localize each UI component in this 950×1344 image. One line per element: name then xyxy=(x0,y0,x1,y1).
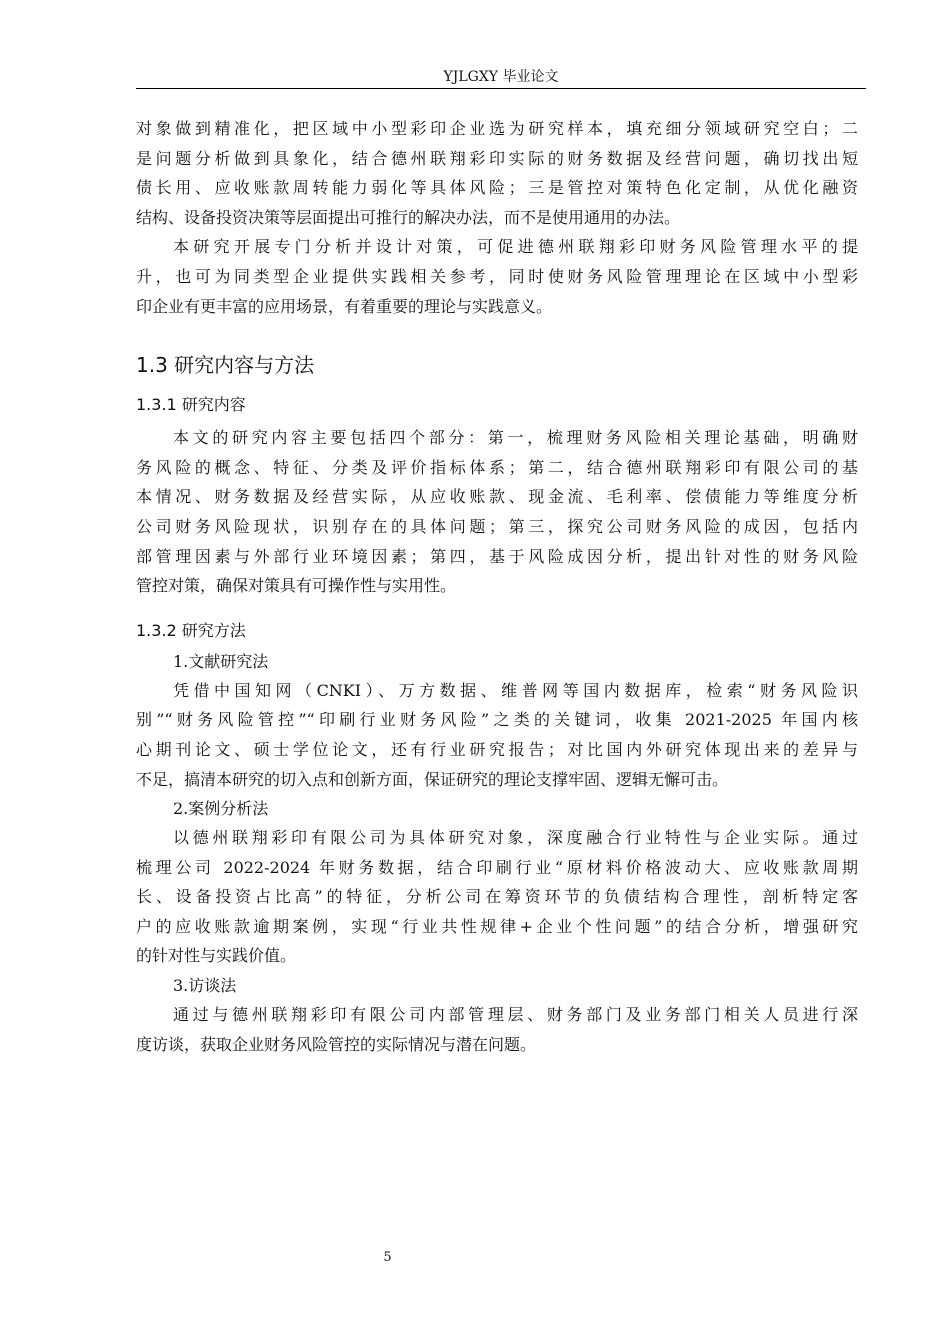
paragraph-research-content xyxy=(136,423,858,601)
text-line: 管控对策，确保对策具有可操作性与实用性。 xyxy=(136,576,457,596)
text-line: 印企业有更丰富的应用场景，有着重要的理论与实践意义。 xyxy=(136,296,553,316)
page-body xyxy=(136,114,858,1059)
text-line: 本文的研究内容主要包括四个部分：第一，梳理财务风险相关理论基础，明确财 xyxy=(173,428,858,448)
text-line: 升，也可为同类型企业提供实践相关参考，同时使财务风险管理理论在区域中小型彩 xyxy=(136,266,858,286)
text-line: 长、设备投资占比高”的特征，分析公司在筹资环节的负债结构合理性，剖析特定客 xyxy=(136,887,858,907)
paragraph-significance-1 xyxy=(136,114,858,232)
paragraph-significance-2 xyxy=(136,232,858,321)
method-heading-literature: 1.文献研究法 xyxy=(173,651,269,671)
text-line: 本情况、财务数据及经营实际，从应收账款、现金流、毛利率、偿债能力等维度分析 xyxy=(136,487,858,507)
text-line: 的针对性与实践价值。 xyxy=(136,946,297,966)
text-line: 结构、设备投资决策等层面提出可推行的解决办法，而不是使用通用的办法。 xyxy=(136,207,681,227)
method-heading-interview: 3.访谈法 xyxy=(173,976,237,996)
subsection-heading-1-3-2: 1.3.2 研究方法 xyxy=(136,620,246,640)
header-divider xyxy=(136,88,866,89)
text-line: 户的应收账款逾期案例，实现“行业共性规律+企业个性问题”的结合分析，增强研究 xyxy=(136,916,858,936)
text-line: 公司财务风险现状，识别存在的具体问题；第三，探究公司财务风险的成因，包括内 xyxy=(136,516,858,536)
text-line: 心期刊论文、硕士学位论文，还有行业研究报告；对比国内外研究体现出来的差异与 xyxy=(136,739,858,759)
paragraph-interview-method xyxy=(136,1000,858,1059)
text-line: 债长用、应收账款周转能力弱化等具体风险；三是管控对策特色化定制，从优化融资 xyxy=(136,178,858,198)
text-line: 凭借中国知网（CNKI）、万方数据、维普网等国内数据库，检索“财务风险识 xyxy=(173,680,858,700)
section-heading-1-3: 1.3 研究内容与方法 xyxy=(136,353,315,378)
paragraph-case-method xyxy=(136,823,858,971)
text-line: 不足，搞清本研究的切入点和创新方面，保证研究的理论支撑牢固、逻辑无懈可击。 xyxy=(136,769,729,789)
text-line: 本研究开展专门分析并设计对策，可促进德州联翔彩印财务风险管理水平的提 xyxy=(173,237,858,257)
text-line: 务风险的概念、特征、分类及评价指标体系；第二，结合德州联翔彩印有限公司的基 xyxy=(136,457,858,477)
paragraph-literature-method xyxy=(136,676,858,794)
text-line: 度访谈，获取企业财务风险管控的实际情况与潜在问题。 xyxy=(136,1034,537,1054)
text-line: 别”“财务风险管控”“印刷行业财务风险”之类的关键词，收集 2021-2025 年国内核 xyxy=(136,710,858,730)
text-line: 通过与德州联翔彩印有限公司内部管理层、财务部门及业务部门相关人员进行深 xyxy=(173,1005,858,1025)
text-line: 对象做到精准化，把区域中小型彩印企业选为研究样本，填充细分领域研究空白；二 xyxy=(136,119,858,138)
method-heading-case: 2.案例分析法 xyxy=(173,799,269,819)
text-line: 以德州联翔彩印有限公司为具体研究对象，深度融合行业特性与企业实际。通过 xyxy=(173,828,858,848)
text-line: 部管理因素与外部行业环境因素；第四，基于风险成因分析，提出针对性的财务风险 xyxy=(136,546,858,566)
text-line: 是问题分析做到具象化，结合德州联翔彩印实际的财务数据及经营问题，确切找出短 xyxy=(136,148,858,168)
text-line: 梳理公司 2022-2024 年财务数据，结合印刷行业“原材料价格波动大、应收账款周期 xyxy=(136,857,858,877)
running-header: YJLGXY 毕业论文 xyxy=(443,69,559,85)
subsection-heading-1-3-1: 1.3.1 研究内容 xyxy=(136,395,246,415)
page-number: 5 xyxy=(383,1250,392,1265)
